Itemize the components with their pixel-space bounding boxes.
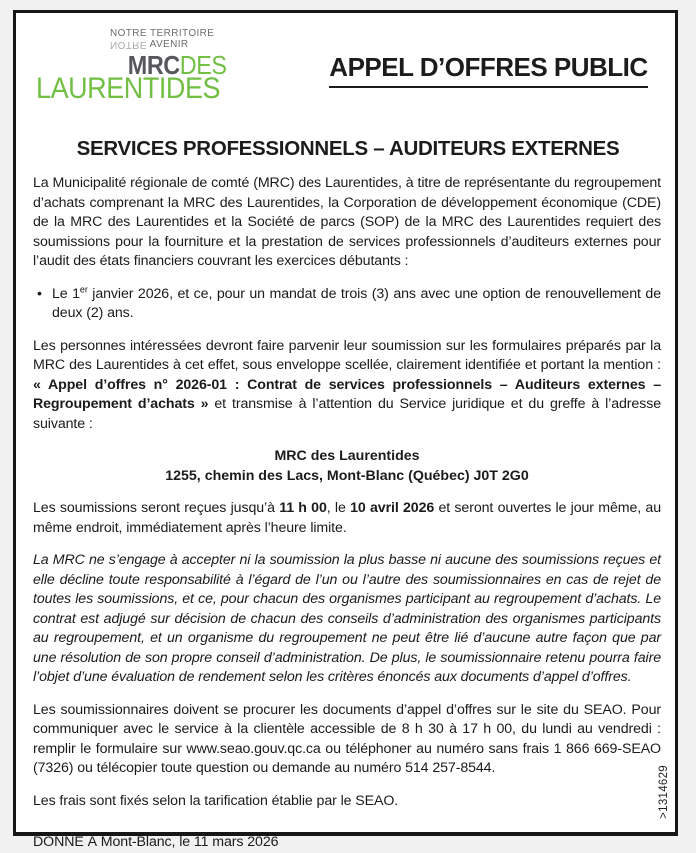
- logo-text-laurentides: LAURENTIDES: [36, 72, 221, 105]
- notice-heading: SERVICES PROFESSIONNELS – AUDITEURS EXTERNES: [76, 137, 620, 160]
- paragraph-seao: Les soumissionnaires doivent se procurer les documents d’appel d’offres sur le site du SEAO. Pour communiquer avec le service à la clientèle accessible de 8 h 30 à 17 h 00, du lundi au vendredi : remplir le formulaire sur www.seao.gouv.qc.ca ou téléphoner au numéro sans frais 1 866 669-SEAO (7326) ou télécopier toute question ou demande au numéro 514 257-8544.: [33, 701, 661, 776]
- paragraph-intro: La Municipalité régionale de comté (MRC) des Laurentides, à titre de représentante du regroupement d’achats comprenant la MRC des Laurentides, la Corporation de développement économique (CDE) de la MRC des Laurentides et la Société de parcs (SOP) de la MRC des Laurentides requiert des soumissions pour la fourniture et la prestation de services professionnels d’auditeurs externes pour l’audit des états financiers couvrant les exercices débutants :: [33, 175, 661, 269]
- notice-body: [33, 174, 661, 853]
- mandate-list: [33, 285, 661, 324]
- paragraph-disclaimer: La MRC ne s’engage à accepter ni la soumission la plus basse ni aucune des soumissions reçues et elle décline toute responsabilité à l’égard de l’un ou l’autre des soumissionnaires en cas de rejet de toutes les soumissions, et ce, pour chacun des organismes participant au regroupement d’achats. Le contrat est adjugé sur décision de chacun des conseils d’administration des organismes participants au regroupement, et un organisme du regroupement ne peut être lié d’aucune autre façon que par une résolution de son propre conseil d’administration. De plus, le soumissionnaire retenu pourra faire l’objet d’une évaluation de rendement selon les critères énoncés aux documents d’appel d’offres.: [33, 552, 661, 685]
- address-name: MRC des Laurentides: [274, 448, 420, 464]
- tagline-line1: NOTRE TERRITOIRE: [110, 28, 215, 39]
- mrc-laurentides-logo: [36, 28, 314, 105]
- tagline-mirrored-word: NOTRE: [110, 39, 147, 50]
- page-title: APPEL D’OFFRES PUBLIC: [329, 52, 647, 88]
- ad-plate-number: >1314629: [658, 765, 670, 819]
- logo-text-mrc: MRC: [127, 50, 180, 80]
- logo-wordmark: [36, 50, 286, 105]
- paragraph-deadline: Les soumissions seront reçues jusqu’à 11 h 00, le 10 avril 2026 et seront ouvertes le jour même, au même endroit, immédiatement après l’heure limite.: [33, 500, 661, 536]
- logo-tagline: [110, 28, 314, 50]
- paragraph-fees: Les frais sont fixés selon la tarification établie par le SEAO.: [33, 792, 399, 809]
- logo-text-des: DES: [179, 50, 227, 80]
- tender-notice-document: [13, 10, 678, 850]
- mandate-list-item: • Le 1er janvier 2026, et ce, pour un mandat de trois (3) ans avec une option de renouvellement de deux (2) ans.: [33, 285, 661, 324]
- title-area: [314, 28, 663, 101]
- paragraph-given-at: DONNÉ À Mont-Blanc, le 11 mars 2026: [33, 834, 279, 850]
- paragraph-submission: Les personnes intéressées devront faire parvenir leur soumission sur les formulaires préparés par la MRC des Laurentides à cet effet, sous enveloppe scellée, clairement identifiée et portant la mention : « Appel d’offres n° 2026-01 : Contrat de services professionnels – Auditeurs externes – Regroupement d’achats » et transmise à l’attention du Service juridique et du greffe à l’adresse suivante :: [33, 337, 661, 432]
- submission-address: [33, 447, 661, 486]
- document-header: [33, 28, 663, 105]
- tagline-word-avenir: AVENIR: [149, 39, 189, 50]
- address-street: 1255, chemin des Lacs, Mont-Blanc (Québec) J0T 2G0: [165, 467, 529, 484]
- tagline-line2: [110, 39, 314, 50]
